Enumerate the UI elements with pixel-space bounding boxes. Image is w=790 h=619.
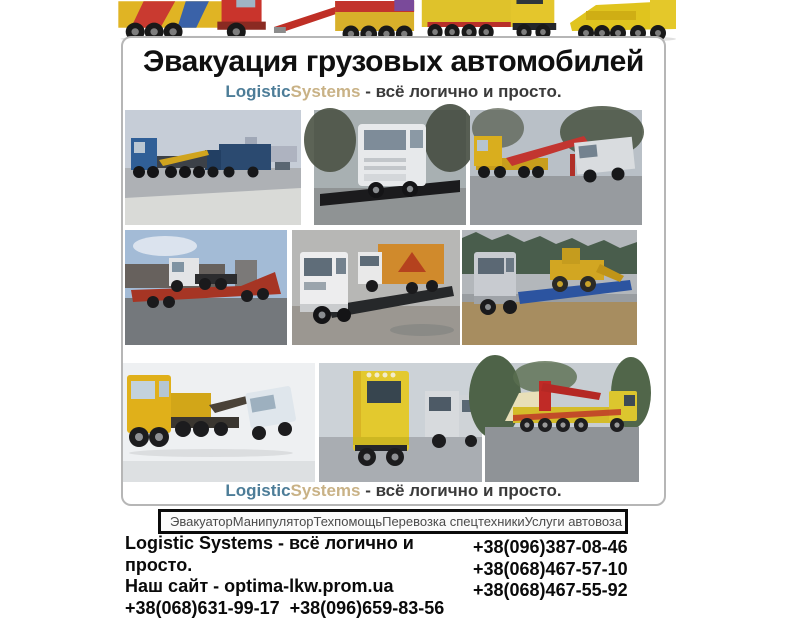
photo-silver-truck-yellow-loader [462, 230, 637, 345]
brand-line-top [123, 82, 664, 102]
gallery-row-1 [123, 110, 668, 225]
photo-rotator-on-road [485, 363, 639, 482]
brand-part-systems: Systems [291, 481, 361, 500]
photo-renault-magnum-towtruck [319, 363, 482, 482]
brand-tagline: - всё логично и просто. [360, 481, 561, 500]
footer-right-column [473, 537, 628, 602]
photo-gallery [123, 110, 668, 482]
main-panel [121, 36, 666, 506]
footer-phone-1: +38(096)387-08-46 [473, 537, 628, 559]
footer-phones-line: +38(068)631-99-17 +38(096)659-83-56 [125, 598, 473, 619]
brand-part-logistic: Logistic [225, 481, 290, 500]
brand-line-bottom [123, 481, 664, 501]
footer-website-line: Наш сайт - optima-lkw.prom.ua [125, 576, 473, 598]
brand-part-systems: Systems [291, 82, 361, 101]
nav-item-techhelp[interactable]: Техпомощь [314, 514, 383, 529]
nav-item-evacuator[interactable]: Эвакуатор [170, 514, 233, 529]
photo-tractor-on-red-trailer [125, 230, 287, 345]
brand-tagline: - всё логично и просто. [360, 82, 561, 101]
photo-towtruck-with-box-truck [292, 230, 460, 345]
brand-part-logistic: Logistic [225, 82, 290, 101]
photo-white-cab-on-flatbed [314, 110, 466, 225]
page-title: Эвакуация грузовых автомобилей [123, 42, 664, 82]
footer-left-column [125, 533, 473, 619]
photo-volvo-towing-crashed-cab [123, 363, 315, 482]
nav-item-manipulator[interactable]: Манипулятор [233, 514, 314, 529]
footer-contacts [125, 533, 775, 619]
footer-phone-3: +38(068)467-55-92 [473, 580, 628, 602]
photo-wrecker-lifting-white-truck [470, 110, 642, 225]
footer-phone-2: +38(068)467-57-10 [473, 559, 628, 581]
nav-item-car-carrier[interactable]: Услуги автовоза [525, 514, 623, 529]
service-nav [158, 509, 628, 534]
footer-brand-line: Logistic Systems - всё логично и просто. [125, 533, 473, 576]
gallery-row-3 [123, 363, 668, 482]
nav-item-special-transport[interactable]: Перевозка спецтехники [382, 514, 525, 529]
gallery-row-2 [123, 230, 668, 345]
photo-winter-towing [125, 110, 301, 225]
